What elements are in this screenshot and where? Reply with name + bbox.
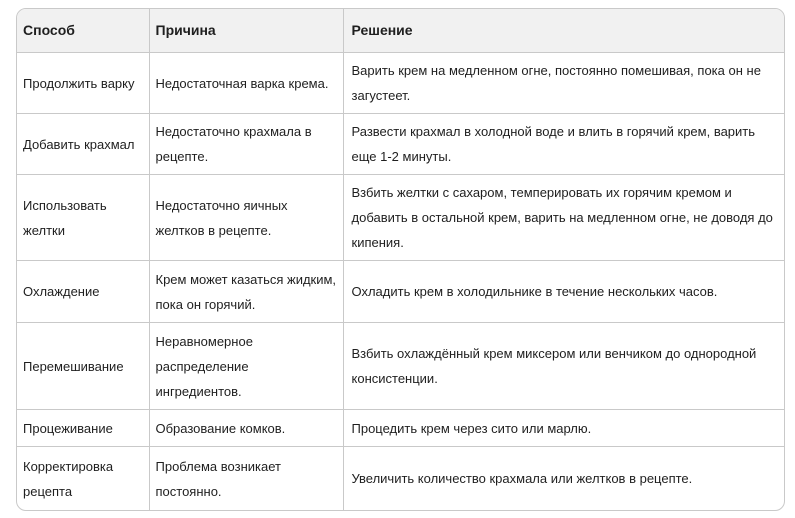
cell-reason: Образование комков. bbox=[149, 410, 343, 447]
header-reason: Причина bbox=[149, 9, 343, 53]
cell-reason: Неравномерное распределение ингредиентов. bbox=[149, 323, 343, 410]
table-row bbox=[17, 114, 784, 175]
cell-solution: Охладить крем в холодильнике в течение нескольких часов. bbox=[343, 261, 784, 323]
cell-method: Добавить крахмал bbox=[17, 114, 149, 175]
cell-solution: Взбить желтки с сахаром, темперировать их горячим кремом и добавить в остальной крем, варить на медленном огне, не доводя до кипения. bbox=[343, 175, 784, 261]
cell-method: Процеживание bbox=[17, 410, 149, 447]
cell-solution: Взбить охлаждённый крем миксером или венчиком до однородной консистенции. bbox=[343, 323, 784, 410]
solutions-table-container bbox=[16, 8, 785, 511]
cell-reason: Недостаточно яичных желтков в рецепте. bbox=[149, 175, 343, 261]
cell-reason: Крем может казаться жидким, пока он горячий. bbox=[149, 261, 343, 323]
header-method: Способ bbox=[17, 9, 149, 53]
cell-solution: Развести крахмал в холодной воде и влить в горячий крем, варить еще 1-2 минуты. bbox=[343, 114, 784, 175]
cell-solution: Увеличить количество крахмала или желтков в рецепте. bbox=[351, 471, 693, 486]
table-header-row bbox=[17, 9, 784, 53]
header-solution: Решение bbox=[343, 9, 784, 53]
cell-reason: Недостаточная варка крема. bbox=[149, 53, 343, 114]
table-row bbox=[17, 323, 784, 410]
cell-reason: Проблема возникает постоянно. bbox=[149, 447, 343, 511]
table-row bbox=[17, 175, 784, 261]
cell-method: Использовать желтки bbox=[17, 175, 149, 261]
table-row bbox=[17, 447, 784, 511]
solutions-table bbox=[17, 9, 784, 510]
cell-solution: Процедить крем через сито или марлю. bbox=[343, 410, 784, 447]
table-row bbox=[17, 261, 784, 323]
cell-method: Корректировка рецепта bbox=[17, 447, 149, 511]
table-row bbox=[17, 410, 784, 447]
cell-method: Перемешивание bbox=[17, 323, 149, 410]
cell-method: Продолжить варку bbox=[17, 53, 149, 114]
cell-reason: Недостаточно крахмала в рецепте. bbox=[149, 114, 343, 175]
cell-method: Охлаждение bbox=[17, 261, 149, 323]
cell-solution: Варить крем на медленном огне, постоянно помешивая, пока он не загустеет. bbox=[343, 53, 784, 114]
table-row bbox=[17, 53, 784, 114]
